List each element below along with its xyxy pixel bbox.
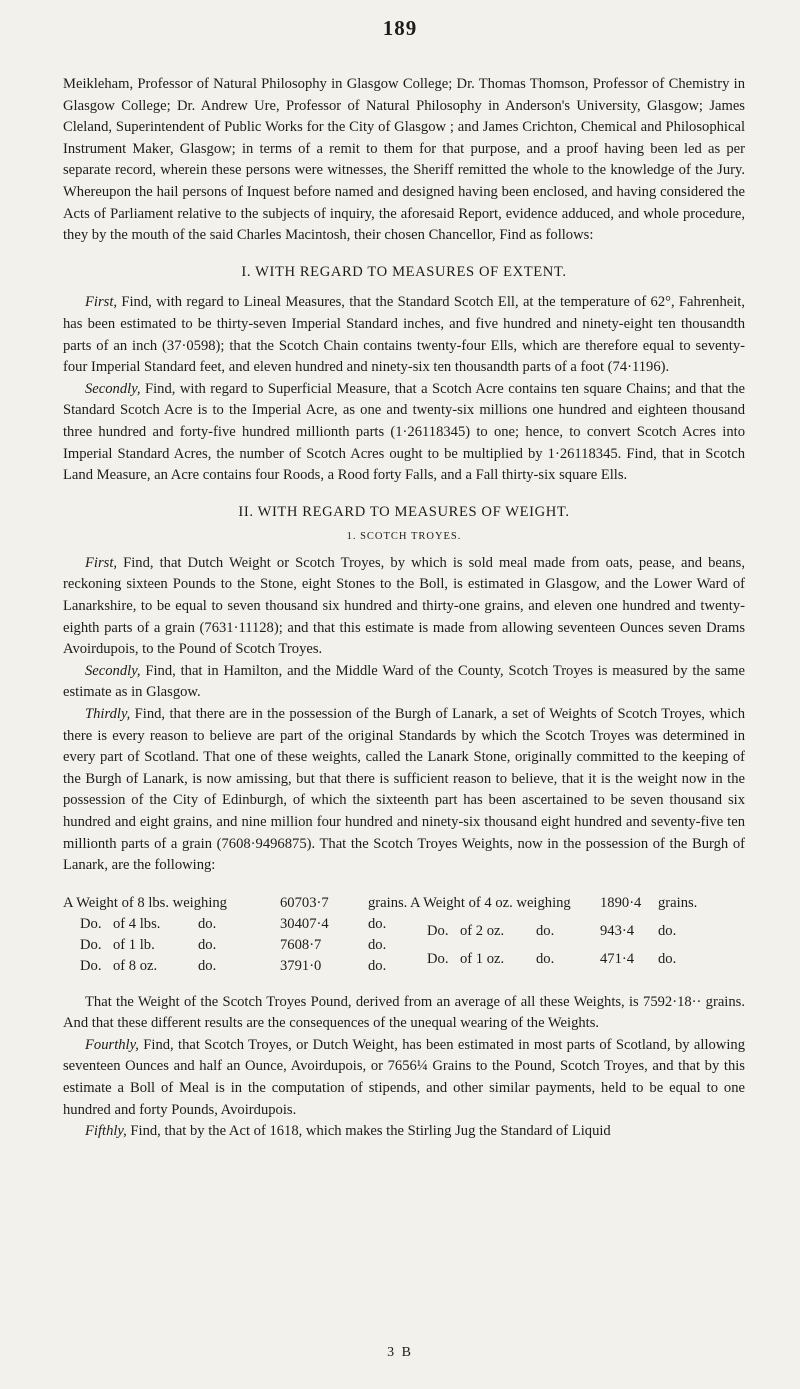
weight-value: 3791·0 xyxy=(280,958,322,975)
weights-column-right xyxy=(410,893,698,978)
page-number: 189 xyxy=(382,16,418,40)
paragraph-lineal-measures xyxy=(63,292,745,378)
weight-value: 60703·7 xyxy=(280,894,329,911)
weight-size: of 8 oz. xyxy=(113,958,158,975)
paragraph-lanark-weights xyxy=(63,704,745,877)
weight-label: A Weight of 8 lbs. weighing xyxy=(63,894,227,911)
paragraph-lead: First, xyxy=(85,554,118,571)
weight-do: do. xyxy=(536,951,555,968)
intro-paragraph: Meikleham, Professor of Natural Philosophy in Glasgow College; Dr. Thomas Thomson, Professor of Chemistry in Glasgow College; Dr. Andrew Ure, Professor of Natural Philosophy in Anderson's University, Glasgow; James Cleland, Superintendent of Public Works for the City of Glasgow ; and James Crichton, Chemical and Philosophical Instrument Maker, Glasgow; in terms of a remit to them for that purpose, and a proof having been led as per separate record, wherein these persons were witnesses, the Sheriff remitted the whole to the knowledge of the Jury. Whereupon the hail persons of Inquest before named and designed having been enclosed, and having considered the Acts of Parliament relative to the subjects of inquiry, the aforesaid Report, evidence adduced, and whole procedure, they by the mouth of the said Charles Macintosh, their chosen Chancellor, Find as follows: xyxy=(63,76,745,244)
paragraph-text: Find, that in Hamilton, and the Middle Ward of the County, Scotch Troyes is measured by the same estimate as in Glasgow. xyxy=(63,662,745,701)
paragraph-dutch-weight xyxy=(63,553,745,661)
paragraph-text: Find, that Dutch Weight or Scotch Troyes, by which is sold meal made from oats, pease, and beans, reckoning sixteen Pounds to the Stone, eight Stones to the Boll, is estimated in Glasgow, and the Lower Ward of Lanarkshire, to be equal to seven thousand six hundred and thirty-one grains, and eleven one hundred and twenty-eighth parts of a grain (7631·11128); and that this estimate is made from allowing seventeen Ounces seven Drams Avoirdupois, to the Pound of Scotch Troyes. xyxy=(63,554,745,658)
paragraph-lead: Fourthly, xyxy=(85,1036,139,1053)
weight-size: of 1 oz. xyxy=(460,951,505,968)
weight-unit: grains. xyxy=(368,894,408,911)
weight-value: 943·4 xyxy=(600,923,635,940)
paragraph-text: Find, that by the Act of 1618, which makes the Stirling Jug the Standard of Liquid xyxy=(126,1123,611,1140)
section-heading-weight: II. WITH REGARD TO MEASURES OF WEIGHT. xyxy=(238,503,570,520)
weight-unit: do. xyxy=(368,915,387,932)
paragraph-lead: First, xyxy=(85,294,118,311)
weight-do: Do. xyxy=(427,923,449,940)
weight-do: Do. xyxy=(427,951,449,968)
weight-unit: do. xyxy=(658,923,677,940)
weight-size: of 1 lb. xyxy=(113,937,155,954)
weight-value: 1890·4 xyxy=(600,894,642,911)
paragraph-text: Find, that there are in the possession of the Burgh of Lanark, a set of Weights of Scotch Troyes, which there is every reason to believe are part of the original Standards by which the Scotch Troyes was determined in every part of Scotland. That one of these weights, called the Lanark Stone, originally committed to the keeping of the Burgh of Lanark, is now amissing, but that there is sufficient reason to believe, that it is the weight now in the possession of the City of Edinburgh, of which the sixteenth part has been ascertained to be seven thousand six hundred and eight grains, and nine million four hundred and ninety-six thousand eight hundred and seventy-five ten millionth parts of a grain (7608·9496875). That the Scotch Troyes Weights, now in the possession of the Burgh of Lanark, are the following: xyxy=(63,706,745,874)
paragraph-most-parts xyxy=(63,1035,745,1121)
paragraph-lead: Secondly, xyxy=(85,380,141,397)
paragraph-text: Find, with regard to Lineal Measures, that the Standard Scotch Ell, at the temperature of 62°, Fahrenheit, has been estimated to be thirty-seven Imperial Standard inches, and five hundred and ninety-eight ten thousandth parts of an inch (37·0598); that the Scotch Chain contains twenty-four Ells, which are therefore equal to seventy-four Imperial Standard feet, and eleven hundred and ninety-six ten thousandth parts of a foot (74·1196). xyxy=(63,294,745,376)
paragraph-lead: Secondly, xyxy=(85,662,141,679)
weight-do: Do. xyxy=(80,915,102,932)
paragraph-hamilton xyxy=(63,661,745,704)
paragraph-average-weight: That the Weight of the Scotch Troyes Pound, derived from an average of all these Weights, is 7592·18·· grains. And that these different results are the consequences of the unequal wearing of the Weights. xyxy=(63,993,745,1032)
weight-value: 7608·7 xyxy=(280,937,322,954)
section-heading-extent: I. WITH REGARD TO MEASURES OF EXTENT. xyxy=(241,263,567,280)
weight-value: 30407·4 xyxy=(280,915,329,932)
subsection-heading-scotch-troyes: 1. SCOTCH TROYES. xyxy=(346,531,462,543)
weight-size: of 2 oz. xyxy=(460,923,505,940)
weight-do: do. xyxy=(536,923,555,940)
paragraph-act-1618 xyxy=(63,1121,745,1143)
paragraph-superficial-measure xyxy=(63,379,745,487)
weights-column-left xyxy=(63,893,408,978)
weight-do: Do. xyxy=(80,937,102,954)
document-body xyxy=(63,74,745,1143)
weight-unit: do. xyxy=(658,951,677,968)
weight-do: do. xyxy=(198,958,217,975)
weights-table xyxy=(63,893,745,978)
weight-value: 471·4 xyxy=(600,951,635,968)
weight-size: of 4 lbs. xyxy=(113,915,161,932)
paragraph-text: Find, that Scotch Troyes, or Dutch Weight, has been estimated in most parts of Scotland, by allowing seventeen Ounces and half an Ounce, Avoirdupois, or 7656¼ Grains to the Pound, Scotch Troyes, and that by this estimate a Boll of Meal is in the computation of stipends, and other similar payments, held to be equal to one hundred and forty Pounds, Avoirdupois. xyxy=(63,1036,745,1118)
weight-unit: do. xyxy=(368,958,387,975)
weight-unit: grains. xyxy=(658,894,698,911)
paragraph-lead: Fifthly, xyxy=(85,1123,127,1140)
signature-mark: 3 B xyxy=(387,1345,413,1360)
weight-do: do. xyxy=(198,915,217,932)
weight-do: do. xyxy=(198,937,217,954)
paragraph-lead: Thirdly, xyxy=(85,706,131,723)
weight-label: A Weight of 4 oz. weighing xyxy=(410,894,571,911)
paragraph-text: Find, with regard to Superficial Measure, that a Scotch Acre contains ten square Chains; and that the Standard Scotch Acre is to the Imperial Acre, as one and twenty-six millions one hundred and eighteen thousand three hundred and forty-five hundred millionth parts (1·26118345) to one; hence, to convert Scotch Acres into Imperial Standard Acres, the number of Scotch Acres ought to be multiplied by 1·26118345. Find, that in Scotch Land Measure, an Acre contains four Roods, a Rood forty Falls, and a Fall thirty-six square Ells. xyxy=(63,380,745,484)
weight-do: Do. xyxy=(80,958,102,975)
weight-unit: do. xyxy=(368,937,387,954)
